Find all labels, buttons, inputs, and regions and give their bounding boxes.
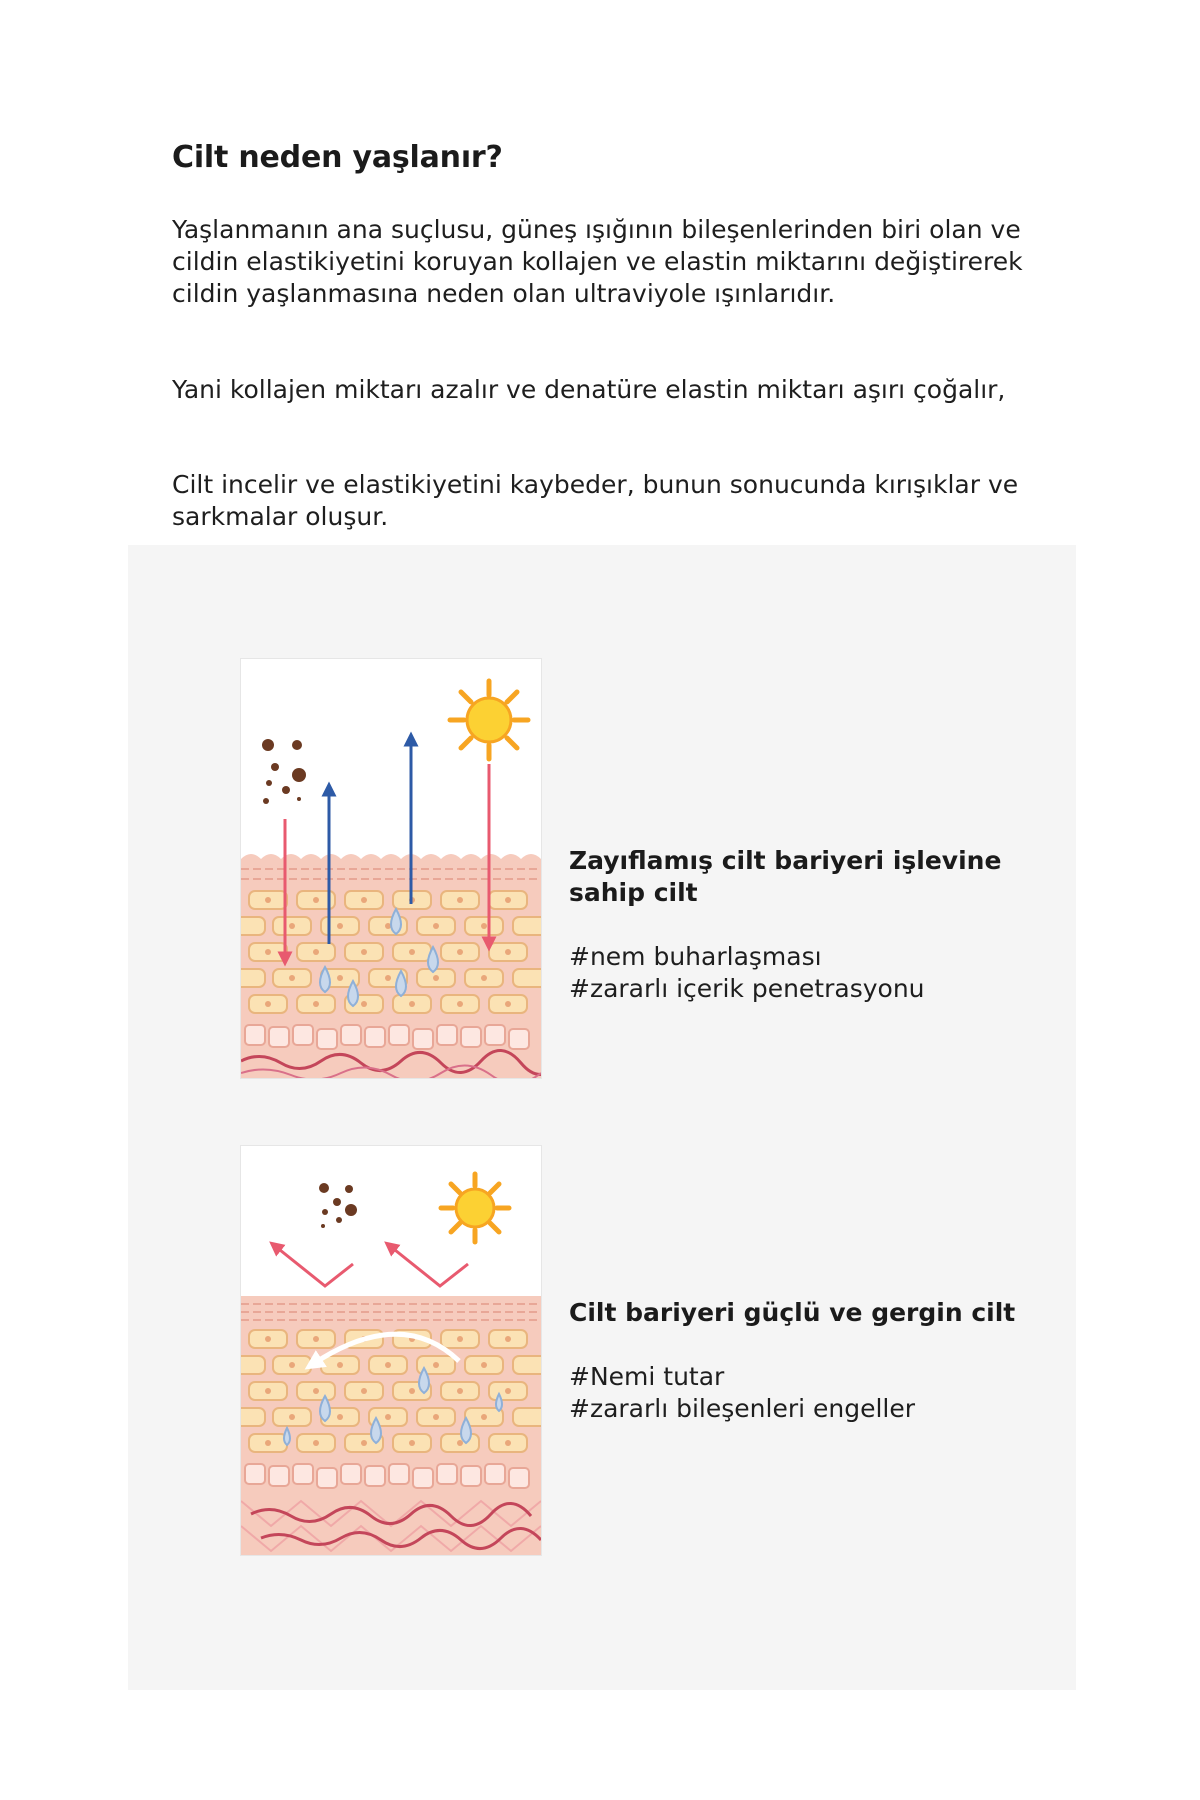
- intro-paragraph: Yaşlanmanın ana suçlusu, güneş ışığının bileşenlerinden biri olan ve cildin elastikiyetini koruyan kollajen ve elastin miktarını değiştirerek cildin yaşlanmasına neden olan ultraviyole ışınlarıdır.: [172, 215, 1023, 308]
- collagen-paragraph: Yani kollajen miktarı azalır ve denatüre elastin miktarı aşırı çoğalır,: [172, 375, 1006, 404]
- strong-barrier-tag: #Nemi tutar: [569, 1362, 725, 1391]
- sun-icon: [450, 681, 528, 759]
- strong-barrier-tag: #zararlı bileşenleri engeller: [569, 1394, 916, 1423]
- weak-barrier-title: Zayıflamış cilt bariyeri işlevine sahip cilt: [569, 846, 1002, 907]
- wrinkle-paragraph: Cilt incelir ve elastikiyetini kaybeder, bunun sonucunda kırışıklar ve sarkmalar oluşur.: [172, 470, 1019, 531]
- weak-barrier-tag: #nem buharlaşması: [569, 942, 822, 971]
- weak-barrier-caption: [569, 845, 1039, 1005]
- strong-barrier-caption: [569, 1297, 1039, 1425]
- dust-particles-icon: [319, 1183, 357, 1228]
- sun-icon: [441, 1174, 509, 1242]
- strong-barrier-title: Cilt bariyeri güçlü ve gergin cilt: [569, 1298, 1016, 1327]
- page-title: Cilt neden yaşlanır?: [172, 140, 503, 175]
- weak-barrier-illustration: [240, 658, 542, 1079]
- dust-particles-icon: [262, 739, 306, 804]
- strong-barrier-illustration: [240, 1145, 542, 1556]
- weak-barrier-tag: #zararlı içerik penetrasyonu: [569, 974, 925, 1003]
- reflected-ray-arrow-icon: [275, 1246, 468, 1286]
- skin-barrier-comparison-panel: [128, 545, 1076, 1690]
